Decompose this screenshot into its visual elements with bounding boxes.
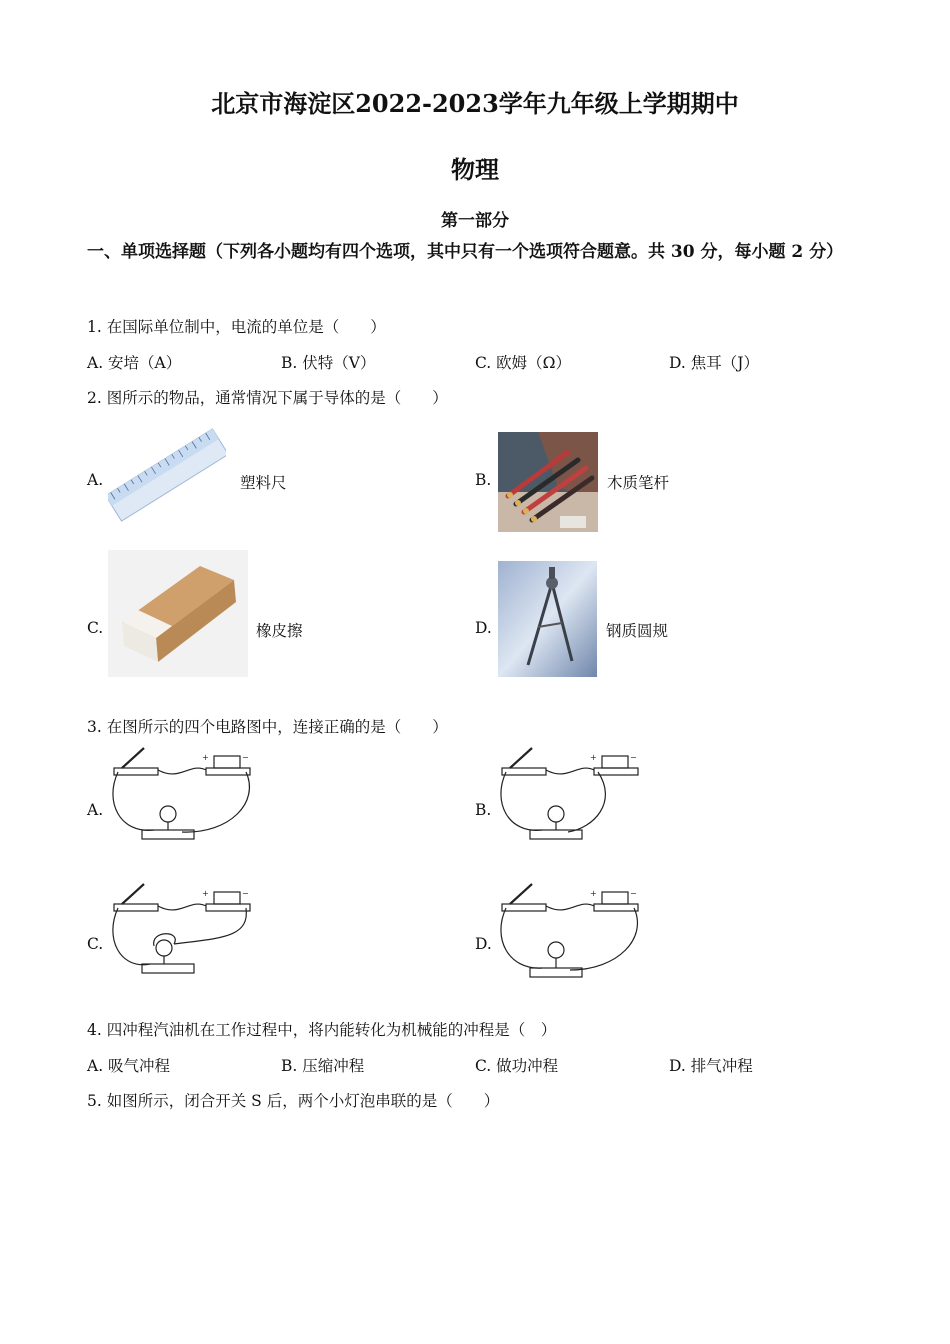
question-5-stem: 5. 如图所示，闭合开关 S 后，两个小灯泡串联的是（ ） <box>87 1092 500 1110</box>
question-2-stem: 2. 图所示的物品，通常情况下属于导体的是（ ） <box>87 389 448 407</box>
question-2-option-b-letter[interactable]: B. <box>475 471 492 489</box>
question-3-option-c-letter[interactable]: C. <box>87 935 104 953</box>
question-3-option-d-letter[interactable]: D. <box>475 935 492 953</box>
circuit-icon <box>110 878 255 983</box>
question-2-option-a-letter[interactable]: A. <box>87 471 104 489</box>
question-2-option-a-label: 塑料尺 <box>240 474 287 492</box>
question-3-option-a-letter[interactable]: A. <box>87 801 104 819</box>
circuit-icon <box>498 878 643 983</box>
compass-icon <box>498 561 597 677</box>
question-3-option-b-letter[interactable]: B. <box>475 801 492 819</box>
question-4-option-a[interactable]: A. 吸气冲程 <box>87 1057 171 1075</box>
part-heading: 第一部分 <box>441 211 509 231</box>
svg-text:−: − <box>242 753 249 762</box>
question-4-option-c[interactable]: C. 做功冲程 <box>475 1057 559 1075</box>
svg-text:+: + <box>202 889 209 898</box>
circuit-icon <box>110 742 255 847</box>
svg-text:−: − <box>242 889 249 898</box>
svg-text:+: + <box>590 889 597 898</box>
ruler-icon <box>108 416 226 534</box>
question-4-option-d[interactable]: D. 排气冲程 <box>669 1057 753 1075</box>
question-2-option-d-letter[interactable]: D. <box>475 619 492 637</box>
circuit-icon <box>498 742 643 847</box>
svg-text:−: − <box>630 889 637 898</box>
eraser-icon <box>108 550 248 677</box>
question-4-stem: 4. 四冲程汽油机在工作过程中，将内能转化为机械能的冲程是（ ） <box>87 1021 557 1039</box>
question-4-option-b[interactable]: B. 压缩冲程 <box>281 1057 365 1075</box>
pens-icon <box>498 432 598 532</box>
subject-title: 物理 <box>451 155 499 184</box>
question-1-option-a[interactable]: A. 安培（A） <box>87 354 182 372</box>
question-1-option-c[interactable]: C. 欧姆（Ω） <box>475 354 572 372</box>
document-title: 北京市海淀区2022-2023学年九年级上学期期中 <box>211 89 739 118</box>
svg-text:+: + <box>590 753 597 762</box>
question-2-option-c-label: 橡皮擦 <box>256 622 303 640</box>
question-2-option-d-label: 钢质圆规 <box>606 622 669 640</box>
question-2-option-b-label: 木质笔杆 <box>607 474 670 492</box>
question-1-option-b[interactable]: B. 伏特（V） <box>281 354 376 372</box>
svg-text:−: − <box>630 753 637 762</box>
svg-text:+: + <box>202 753 209 762</box>
question-3-stem: 3. 在图所示的四个电路图中，连接正确的是（ ） <box>87 718 448 736</box>
section-heading: 一、单项选择题（下列各小题均有四个选项，其中只有一个选项符合题意。共 30 分，每小题 2 分） <box>87 242 844 262</box>
question-2-option-c-letter[interactable]: C. <box>87 619 104 637</box>
question-1-option-d[interactable]: D. 焦耳（J） <box>669 354 759 372</box>
question-1-stem: 1. 在国际单位制中，电流的单位是（ ） <box>87 318 386 336</box>
